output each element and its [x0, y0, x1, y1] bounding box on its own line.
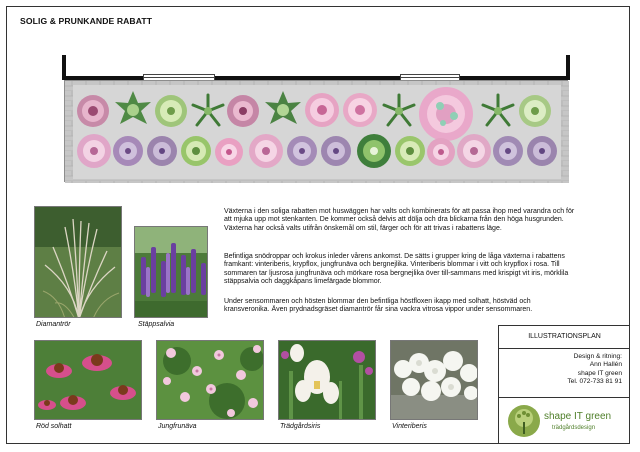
plant-symbol-back-7	[304, 92, 340, 128]
credits	[567, 353, 622, 387]
credit-label: Design & ritning:	[573, 353, 622, 360]
photo-rod-solhatt-image	[35, 341, 142, 420]
logo-tagline: trädgårdsdesign	[552, 425, 596, 431]
caption-stappsalvia: Stäppsalvia	[138, 321, 175, 328]
photo-tradgardsiris	[278, 340, 376, 420]
plant-symbol-back-11	[518, 94, 552, 128]
description-paragraph-1: Växterna i den soliga rabatten mot huswäggen har valts och kombinerats för att passa ihop med varandra och för att mjuka upp mot stenkanten. De kommer också delvis att dölja och dra blickarna från den höga husgrunden. Växterna har också valts utifrån önskemål om stil, färger och för att trivas i rabattens läge.	[224, 208, 575, 232]
photo-jungfrunava-image	[157, 341, 264, 420]
plant-symbol-front-7	[286, 135, 318, 167]
photo-stappsalvia-image	[135, 227, 208, 318]
plant-symbol-front-1	[76, 133, 112, 169]
plant-symbol-back-4	[190, 93, 226, 129]
plant-symbol-front-12	[456, 133, 492, 169]
photo-stappsalvia	[134, 226, 208, 318]
description-paragraph-3: Under sensommaren och hösten blommar den befintliga höstfloxen ikapp med solhatt, höstväd och kransveronika. Även prydnadsgräset diamantrör får sina vackra vitrosa vippor under sensommaren.	[224, 298, 533, 314]
plant-symbol-front-13	[492, 135, 524, 167]
description-paragraph-2: Befintliga snödroppar och krokus inleder vårens ankomst. De sätts i grupper kring de låga växterna i rabattens framkant: vinteriberis, krypflox, jungfrunäva och bergnejlika. Vinteriberis blommar i vitt och krypflox i rosa. Till sommaren tar ljusrosa jungfrunäva och mörkare rosa bergnejlika över till-sammans med krispigt vit iris, mörklila stäppsalvia och daggkåpans limefärgade blommor.	[224, 253, 569, 286]
photo-jungfrunava	[156, 340, 264, 420]
photo-vinteriberis-image	[391, 341, 478, 420]
plant-symbol-front-11	[426, 137, 456, 167]
plant-symbol-back-6	[264, 90, 302, 130]
plan-type-label: ILLUSTRATIONSPLAN	[499, 326, 630, 349]
logo-row	[499, 397, 630, 445]
plant-symbol-front-5	[214, 137, 244, 167]
designer-name: Ann Hallén	[589, 361, 622, 369]
plant-symbol-back-9	[381, 93, 417, 129]
caption-diamantror: Diamantrör	[36, 321, 71, 328]
photo-rod-solhatt	[34, 340, 142, 420]
plant-symbol-back-10	[480, 93, 516, 129]
page-title: SOLIG & PRUNKANDE RABATT	[20, 16, 153, 26]
plant-symbol-front-6	[248, 133, 284, 169]
title-block	[498, 325, 630, 444]
plant-symbol-front-4	[180, 135, 212, 167]
photo-vinteriberis	[390, 340, 478, 420]
plant-symbol-front-9	[356, 133, 392, 169]
plant-symbol-back-5	[226, 94, 260, 128]
plant-symbol-front-8	[320, 135, 352, 167]
photo-diamantror-image	[35, 207, 122, 318]
plant-symbol-back-2	[114, 90, 152, 130]
plant-symbol-front-3	[146, 135, 178, 167]
caption-tradgardsiris: Trädgårdsiris	[280, 423, 321, 430]
plant-symbol-back-3	[154, 94, 188, 128]
plant-symbol-front-10	[394, 135, 426, 167]
caption-vinteriberis: Vinteriberis	[392, 423, 427, 430]
plant-symbol-front-2	[112, 135, 144, 167]
company-name: shape IT green	[577, 369, 622, 377]
plant-symbol-front-14	[526, 135, 558, 167]
photo-diamantror	[34, 206, 122, 318]
tree-logo-icon	[507, 404, 541, 438]
phone-number: Tel. 072-733 81 91	[567, 378, 622, 386]
plant-symbol-back-8	[342, 92, 378, 128]
photo-tradgardsiris-image	[279, 341, 376, 420]
caption-jungfrunava: Jungfrunäva	[158, 423, 197, 430]
logo-name: shape IT green	[544, 411, 612, 422]
plant-symbol-back-1	[76, 94, 110, 128]
caption-rod-solhatt: Röd solhatt	[36, 423, 72, 430]
